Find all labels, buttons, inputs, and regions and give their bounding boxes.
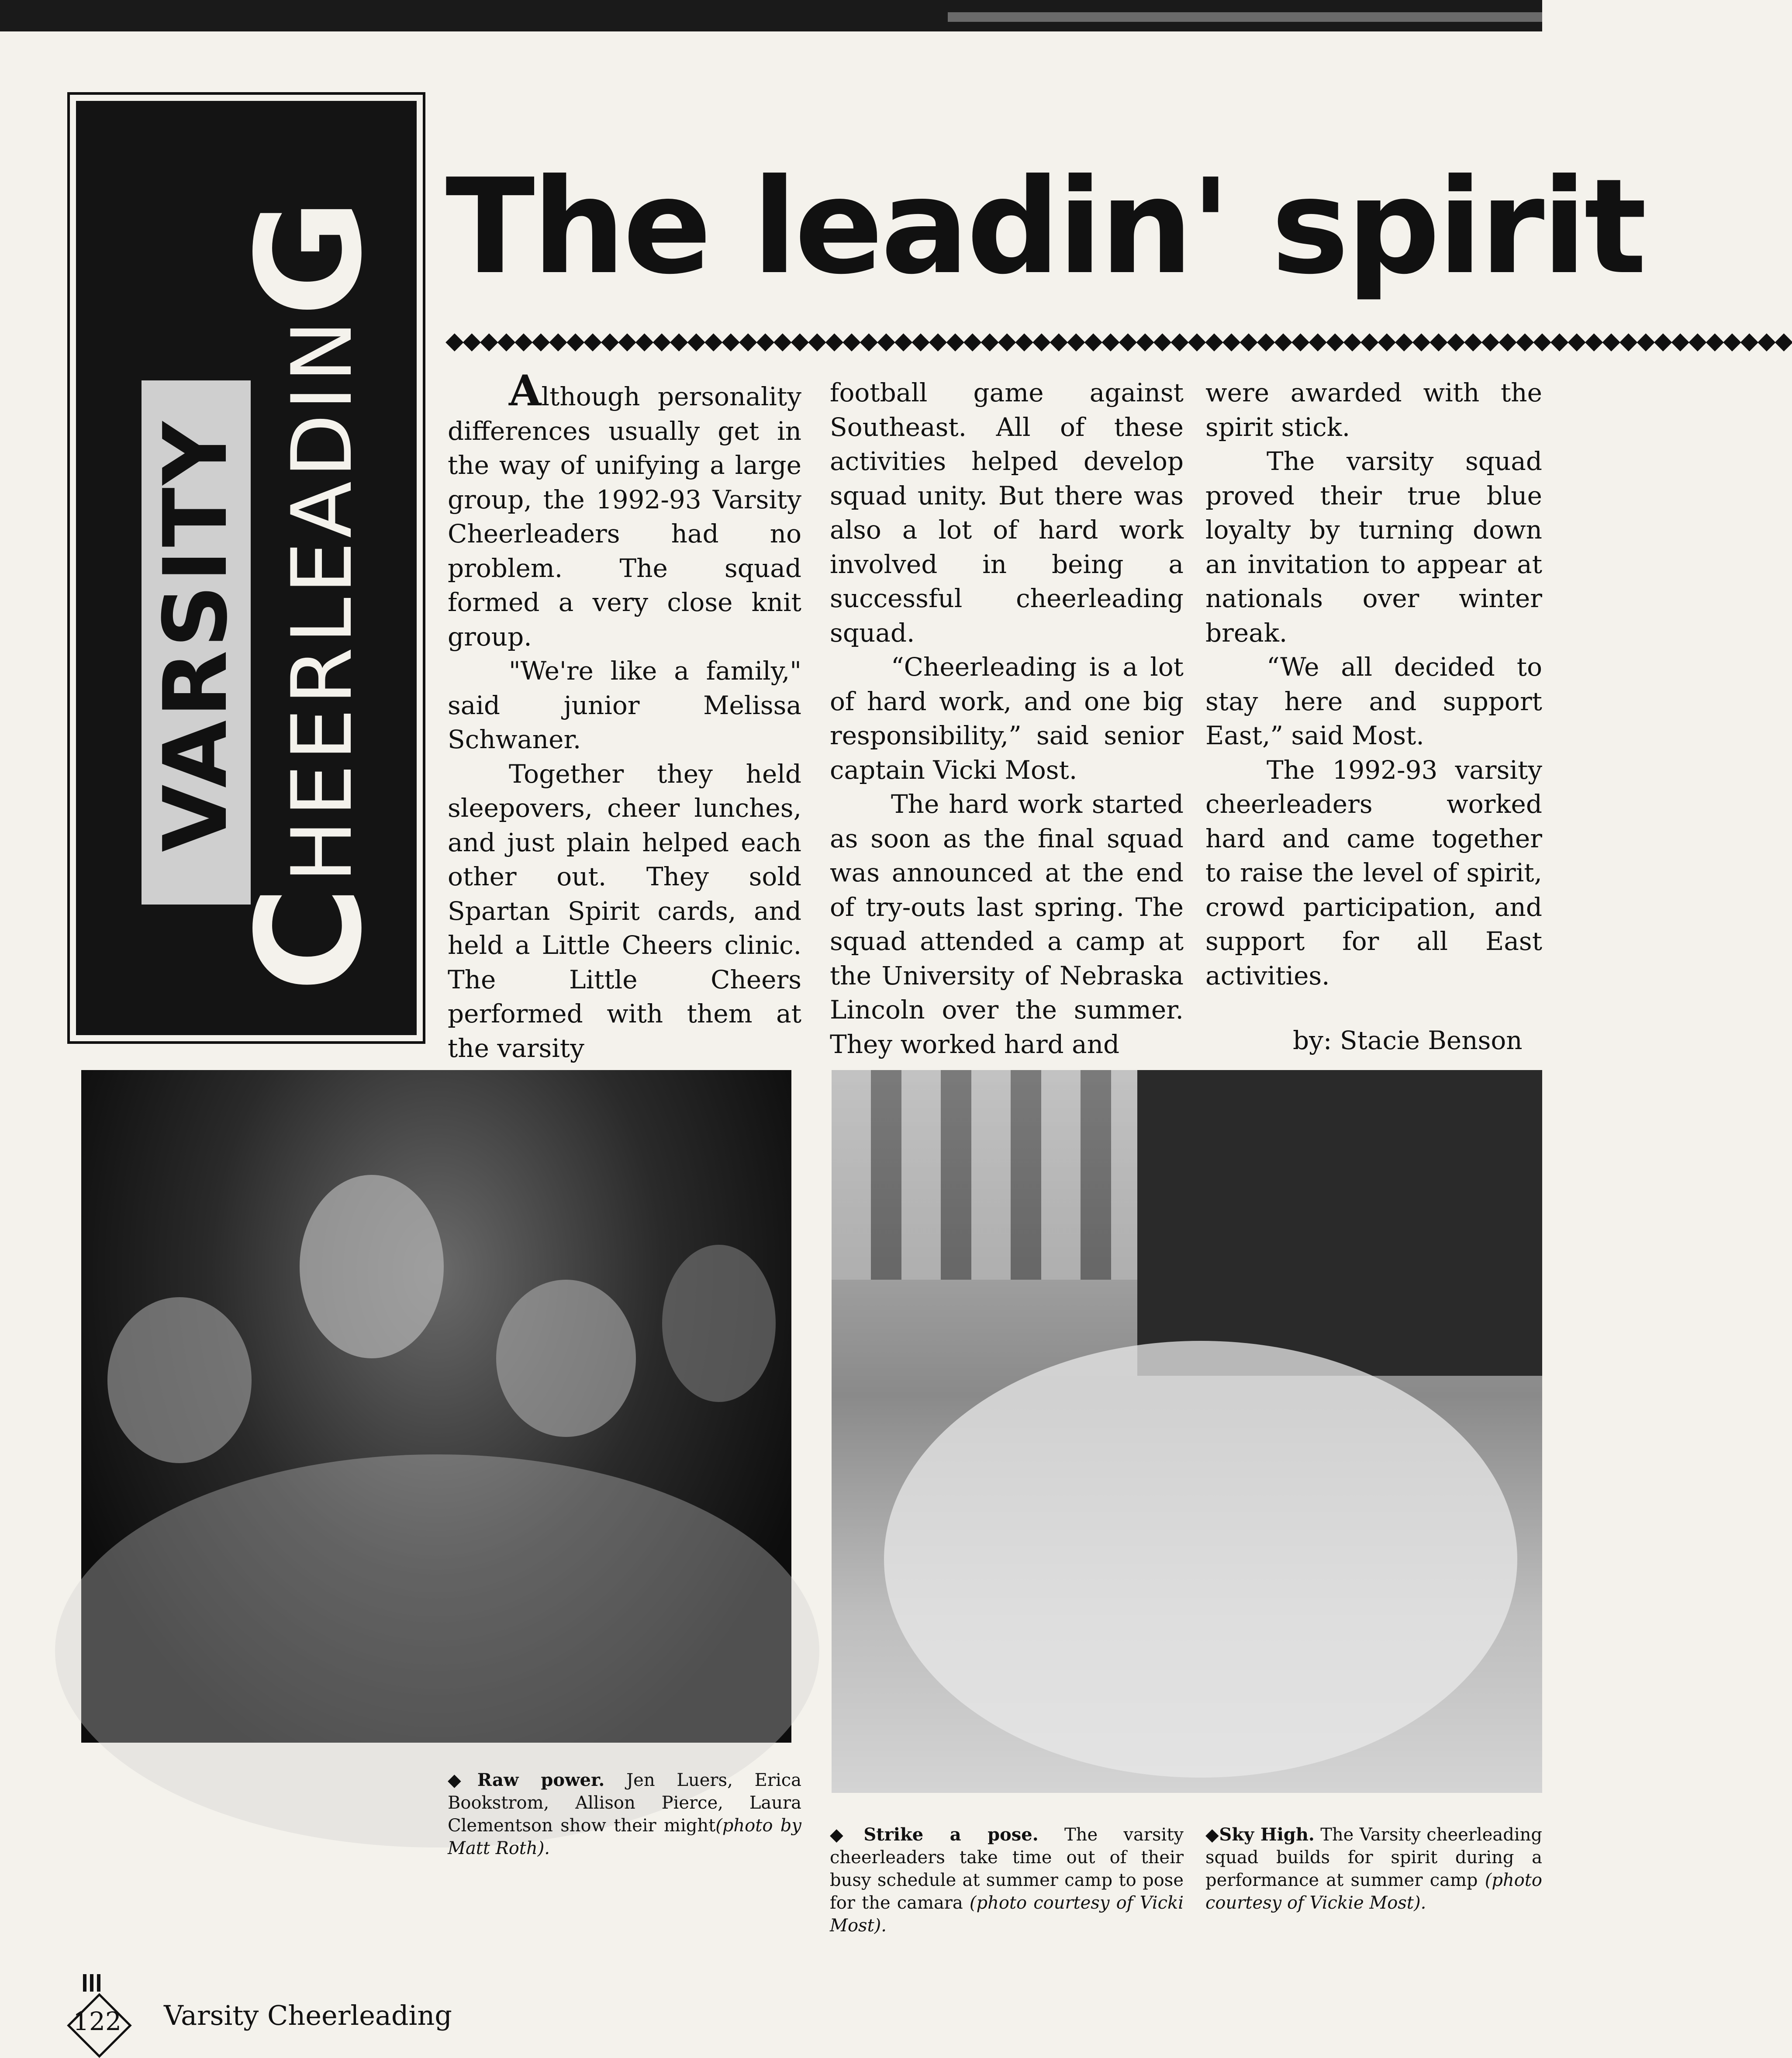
folio-tick-marks	[83, 1974, 114, 1992]
caption-credit: (photo courtesy of Vicki Most).	[830, 1893, 1184, 1936]
title-final-g: G	[226, 195, 394, 317]
diamond-divider: ◆◆◆◆◆◆◆◆◆◆◆◆◆◆◆◆◆◆◆◆◆◆◆◆◆◆◆◆◆◆◆◆◆◆◆◆◆◆◆◆◆◆◆◆◆◆◆◆◆◆◆◆◆◆◆◆◆◆◆◆◆◆◆◆◆◆◆◆◆◆◆◆◆◆◆◆◆◆	[445, 327, 1792, 354]
paragraph: The varsity squad proved their true blue loyalty by turning down an invitation to appear at nationals over winter break.	[1205, 446, 1542, 648]
caption-text: The Varsity cheerleading squad builds for spirit during a performance at summer camp	[1205, 1825, 1542, 1890]
section-name: Varsity Cheerleading	[164, 1999, 452, 2031]
paragraph-text: lthough personality differences usually get in the way of unifying a large group, the 1992-93 Varsity Cheerleaders had no problem. The squad formed a very close knit group.	[448, 382, 801, 652]
page-number: 122	[73, 2006, 121, 2036]
article-column-3	[1205, 376, 1542, 1058]
photo-raw-power	[81, 1070, 791, 1743]
title-cheerleading	[226, 145, 394, 992]
caption-sky-high	[1205, 1823, 1542, 1914]
photo-strike-a-pose	[832, 1070, 1542, 1793]
article-column-2	[830, 376, 1184, 1061]
scan-top-edge	[0, 0, 1542, 31]
paragraph	[448, 366, 801, 654]
paragraph: The 1992-93 varsity cheerleaders worked hard and came together to raise the level of spirit, crowd participation, and support for all East activities.	[1205, 755, 1542, 991]
caption-credit: (photo by Matt Roth).	[448, 1816, 801, 1858]
caption-credit: (photo courtesy of Vickie Most).	[1205, 1870, 1542, 1913]
paragraph: football game against Southeast. All of these activities helped develop squad unity. But there was also a lot of hard work involved in being a successful cheerleading squad.	[830, 378, 1184, 648]
photo-figure	[496, 1280, 636, 1437]
paragraph: were awarded with the spirit stick.	[1205, 378, 1542, 442]
scan-edge-rule	[948, 12, 1542, 22]
paragraph: Together they held sleepovers, cheer lunches, and just plain helped each other out. They sold Spartan Spirit cards, and held a Little Cheers clinic. The Little Cheers performed with them at the varsity	[448, 759, 801, 1063]
byline: by: Stacie Benson	[1293, 1026, 1523, 1055]
title-initial-c: C	[226, 882, 394, 992]
page-headline: The leadin' spirit	[445, 151, 1644, 303]
photo-trees	[1137, 1070, 1542, 1376]
caption-text: The varsity cheerleaders take time out of their busy schedule at summer camp to pose for the camara	[830, 1825, 1184, 1913]
title-varsity: VARSITY	[142, 380, 251, 905]
photo-figure	[662, 1245, 776, 1402]
title-middle: HEERLEADIN	[274, 316, 370, 883]
photo-building	[832, 1070, 1181, 1280]
section-title-panel	[76, 101, 417, 1035]
caption-lead: ◆Raw power.	[448, 1770, 605, 1790]
page-number-badge	[66, 1992, 127, 2053]
caption-lead: ◆Strike a pose.	[830, 1824, 1039, 1845]
paragraph: "We're like a family," said junior Melissa Schwaner.	[448, 656, 801, 754]
paragraph: The hard work started as soon as the final squad was announced at the end of try-outs last spring. The squad attended a camp at the University of Nebraska Lincoln over the summer. They worked hard and	[830, 789, 1184, 1059]
vertical-title	[124, 145, 394, 992]
photo-figure	[300, 1175, 444, 1358]
photo-squad-group	[884, 1341, 1517, 1778]
caption-strike-a-pose	[830, 1823, 1184, 1937]
photo-figure	[107, 1297, 252, 1463]
drop-cap: A	[509, 366, 542, 415]
caption-lead: ◆Sky High.	[1205, 1824, 1315, 1845]
paragraph: “We all decided to stay here and support East,” said Most.	[1205, 652, 1542, 750]
caption-raw-power	[448, 1769, 801, 1860]
paragraph: “Cheerleading is a lot of hard work, and one big responsibility,” said senior captain Vicki Most.	[830, 652, 1184, 785]
article-column-1	[448, 366, 801, 1065]
section-title-block	[67, 92, 425, 1044]
caption-text: Jen Luers, Erica Bookstrom, Allison Pierce, Laura Clementson show their might	[448, 1770, 801, 1836]
